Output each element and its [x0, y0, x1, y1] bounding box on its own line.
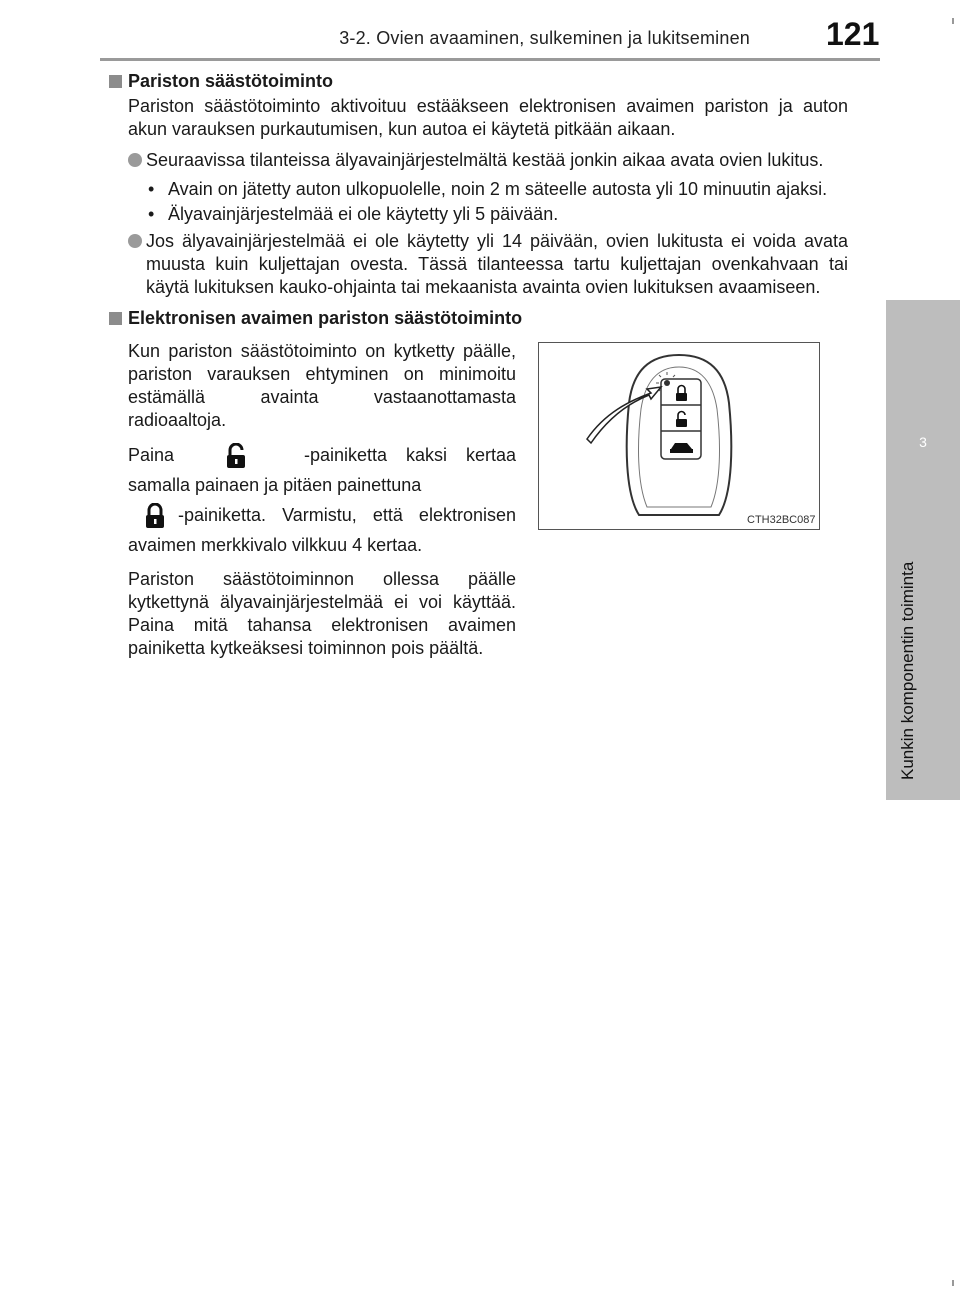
paragraph: Kun pariston säästötoiminto on kytketty päälle, pariston varauksen ehtyminen on minimoitu estämällä avainta vastaanottamasta radioaaltoja. [128, 341, 516, 430]
sub-bullet-marker: • [148, 179, 155, 199]
page-number: 121 [826, 16, 880, 52]
chapter-number: 3 [919, 434, 927, 450]
smart-key-figure [538, 342, 820, 530]
circle-bullet-icon [128, 153, 142, 167]
square-bullet-icon [109, 312, 122, 325]
unlock-icon [225, 443, 247, 469]
sub-bullet-item: • Avain on jätetty auton ulkopuolelle, noin 2 m säteelle autosta yli 10 minuutin ajaksi. [148, 179, 828, 199]
lock-icon [144, 503, 166, 529]
bullet-item: Seuraavissa tilanteissa älyavainjärjestelmältä kestää jonkin aikaa avata ovien lukitus. [128, 149, 848, 172]
margin-tick [952, 1280, 954, 1286]
section-intro: Pariston säästötoiminto aktivoituu estääkseen elektronisen avaimen pariston ja auton akun varauksen purkautumisen, kun autoa ei käytetä pitkään aikaan. [128, 96, 848, 139]
figure-code: CTH32BC087 [747, 514, 816, 526]
page-content [108, 70, 848, 672]
chapter-side-label: Kunkin komponentin toiminta [898, 561, 917, 780]
sub-bullet-marker: • [148, 204, 155, 224]
margin-tick [952, 18, 954, 24]
sub-bullet-item: • Älyavainjärjestelmää ei ole käytetty yli 5 päivään. [148, 204, 559, 224]
page-header [0, 0, 960, 60]
chapter-side-tab [886, 300, 960, 800]
square-bullet-icon [109, 75, 122, 88]
section-heading: Pariston säästötoiminto [108, 70, 848, 93]
circle-bullet-icon [128, 234, 142, 248]
bullet-item: Jos älyavainjärjestelmää ei ole käytetty yli 14 päivään, ovien lukitusta ei voida avata muusta kuin kuljettajan ovesta. Tässä tilanteessa tartu kuljettajan ovenkahvaan tai käytä lukituksen kauko-ohjainta tai mekaanista avainta ovien lukituksen avaamiseen. [128, 230, 848, 299]
two-column-block [128, 332, 848, 672]
paragraph: Pariston säästötoiminnon ollessa päälle kytkettynä älyavainjärjestelmää ei voi käyttää. Paina mitä tahansa elektronisen avaimen painiketta kytkeäksesi toiminnon pois päältä. [128, 569, 516, 658]
paragraph: Paina -painiketta kaksi kertaa samalla painaen ja pitäen painettuna -painiketta. Varmistu, että elektronisen avaimen merkkivalo vilkkuu 4 kertaa. [128, 445, 516, 555]
instruction-text [128, 340, 516, 668]
chapter-title: 3-2. Ovien avaaminen, sulkeminen ja lukitseminen [339, 28, 750, 48]
header-rule [100, 58, 880, 61]
smart-key-illustration [539, 343, 819, 529]
section-heading: Elektronisen avaimen pariston säästötoiminto [108, 307, 848, 330]
